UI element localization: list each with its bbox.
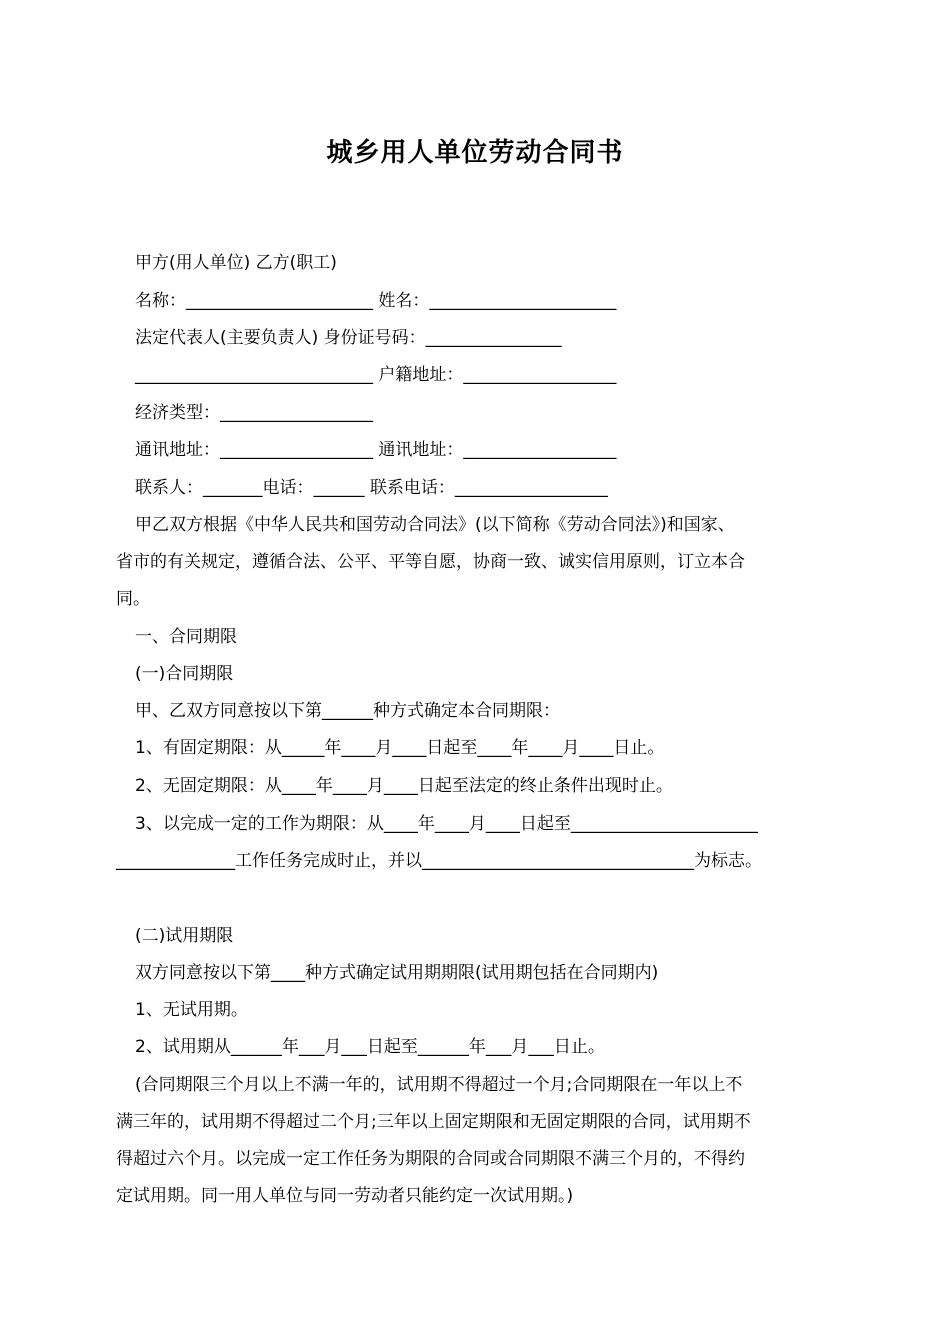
clause-item-continued: ______________工作任务完成时止，并以________________________________为标志。	[116, 851, 762, 871]
subsection-heading: (一)合同期限	[135, 664, 234, 684]
clause-text: 甲、乙双方同意按以下第______种方式确定本合同期限：	[135, 701, 560, 721]
note-line-2: 满三年的，试用期不得超过二个月;三年以上固定期限和无固定期限的合同，试用期不	[116, 1112, 751, 1132]
economic-type-row: 经济类型：__________________	[135, 403, 373, 423]
mailing-address-row: 通讯地址：__________________ 通讯地址：__________________	[135, 440, 617, 460]
name-row: 名称：______________________ 姓名：______________________	[135, 291, 617, 311]
document-title: 城乡用人单位劳动合同书	[326, 138, 624, 168]
clause-item: 1、无试用期。	[135, 1000, 248, 1020]
preamble-line-3: 同。	[116, 589, 150, 609]
preamble-line-2: 省市的有关规定，遵循合法、公平、平等自愿，协商一致、诚实信用原则，订立本合	[116, 552, 745, 572]
subsection-heading: (二)试用期限	[135, 926, 234, 946]
contact-row: 联系人：_______电话：______ 联系电话：__________________	[135, 478, 608, 498]
clause-item: 3、以完成一定的工作为期限：从____年____月____日起至______________________	[135, 814, 758, 834]
clause-text: 双方同意按以下第____种方式确定试用期期限(试用期包括在合同期内)	[135, 963, 659, 983]
preamble-line-1: 甲乙双方根据《中华人民共和国劳动合同法》(以下简称《劳动合同法》)和国家、	[135, 515, 735, 535]
clause-item: 2、试用期从______年___月___日起至______年___月___日止。	[135, 1037, 605, 1057]
note-line-3: 得超过六个月。以完成一定工作任务为期限的合同或合同期限不满三个月的，不得约	[116, 1149, 745, 1169]
note-line-1: (合同期限三个月以上不满一年的，试用期不得超过一个月;合同期限在一年以上不	[135, 1075, 743, 1095]
clause-item: 1、有固定期限：从_____年____月____日起至____年____月____日止。	[135, 738, 665, 758]
party-headers: 甲方(用人单位) 乙方(职工)	[135, 253, 337, 273]
clause-item: 2、无固定期限：从____年____月____日起至法定的终止条件出现时止。	[135, 776, 673, 796]
section-heading: 一、合同期限	[135, 627, 237, 647]
note-line-4: 定试用期。同一用人单位与同一劳动者只能约定一次试用期。)	[116, 1186, 574, 1206]
legal-rep-row: 法定代表人(主要负责人) 身份证号码：________________	[135, 328, 562, 348]
household-address-row: ____________________________ 户籍地址：__________________	[135, 365, 617, 385]
